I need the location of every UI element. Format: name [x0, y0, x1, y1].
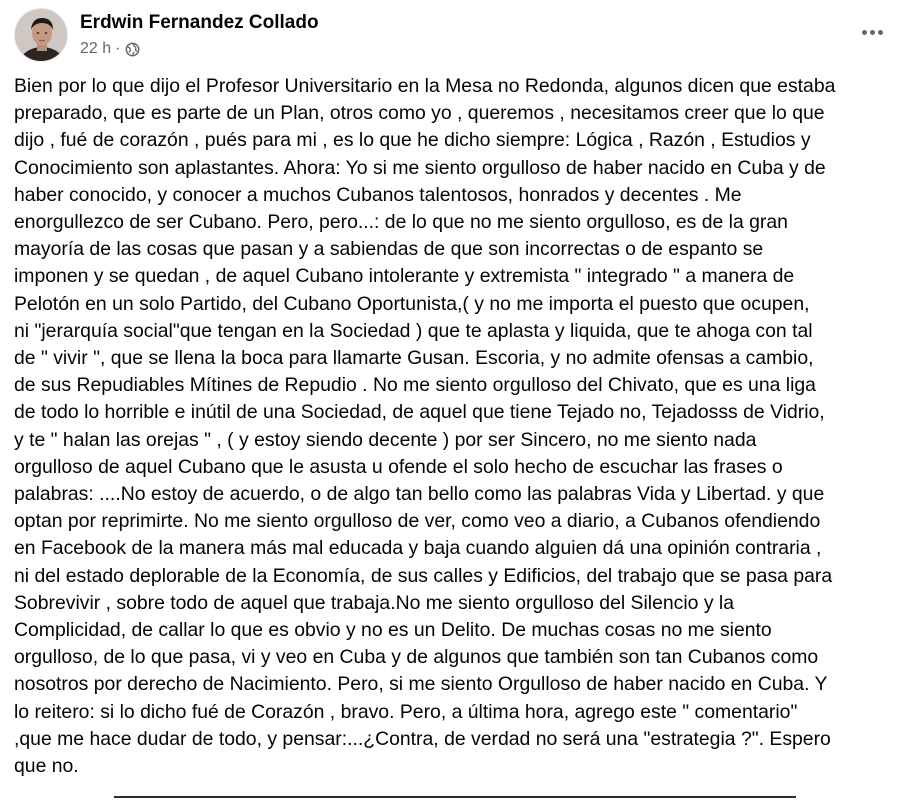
post-body-line: Bien por lo que dijo el Profesor Universitario en la Mesa no Redonda, algunos dicen que estaba: [14, 75, 836, 97]
author-name[interactable]: Erdwin Fernandez Collado: [80, 12, 319, 33]
post-body-line: orgulloso, de lo que pasa, vi y veo en Cuba y de algunos que también son tan Cubanos como: [14, 646, 819, 669]
post-body-line: ni del estado deplorable de la Economía, de sus calles y Edificios, del trabajo que se pasa para: [14, 564, 833, 587]
more-dot: [862, 30, 867, 35]
post-body-line: Sobrevivir , sobre todo de aquel que trabaja.No me siento orgulloso del Silencio y la: [14, 591, 735, 614]
meta-separator: ·: [115, 40, 121, 57]
post-body-line: enorgullezco de ser Cubano. Pero, pero...: de lo que no me siento orgulloso, es de la gran: [14, 211, 788, 234]
post-body-line: haber conocido, y conocer a muchos Cubanos talentosos, honrados y decentes . Me: [14, 183, 742, 206]
post-body-line: ,que me hace dudar de todo, y pensar:...¿Contra, de verdad no será una "estrategia ?". Espero: [14, 727, 831, 750]
post-body-line: de todo lo horrible e inútil de una Sociedad, de aquel que tiene Tejado no, Tejadosss de Vidrio,: [14, 401, 825, 424]
post-body-line: Pelotón en un solo Partido, del Cubano Oportunista,( y no me importa el puesto que ocupen,: [14, 292, 810, 315]
more-dot: [870, 30, 875, 35]
post-body-line: de sus Repudiables Mítines de Repudio . No me siento orgulloso del Chivato, que es una liga: [14, 374, 816, 397]
post-timestamp[interactable]: 22 h: [80, 40, 112, 57]
more-options-button[interactable]: [857, 20, 887, 44]
post-body-line: y te " halan las orejas " , ( y estoy siendo decente ) por ser Sincero, no me siento nada: [14, 428, 757, 451]
post-body-line: en Facebook de la manera más mal educada y baja cuando alguien dá una opinión contraria ,: [14, 537, 822, 560]
post-divider: [114, 796, 796, 798]
post-body-line: imponen y se quedan , de aquel Cubano intolerante y extremista " integrado " a manera de: [14, 265, 795, 288]
post-meta: [80, 40, 140, 58]
post-body-line: preparado, que es parte de un Plan, otros como yo , queremos , necesitamos creer que lo que: [14, 102, 825, 125]
more-dot: [878, 30, 883, 35]
post-body-line: dijo , fué de corazón , pués para mi , es lo que he dicho siempre: Lógica , Razón , Estudios y: [14, 129, 811, 152]
post-body-line: palabras: ....No estoy de acuerdo, o de algo tan bello como las palabras Vida y Libertad. y que: [14, 483, 825, 506]
post-body-line: optan por reprimirte. No me siento orgulloso de ver, como veo a diario, a Cubanos ofendiendo: [14, 510, 821, 533]
post-body-line: de " vivir ", que se llena la boca para llamarte Gusan. Escoria, y no admite ofensas a cambio,: [14, 347, 814, 370]
post-body-line: Complicidad, de callar lo que es obvio y no es un Delito. De muchas cosas no me siento: [14, 619, 772, 642]
post-body-line: Conocimiento son aplastantes. Ahora: Yo si me siento orgulloso de haber nacido en Cuba y de: [14, 156, 826, 179]
post-body-line: orgulloso de aquel Cubano que le asusta u ofende el solo hecho de escuchar las frases o: [14, 455, 783, 478]
author-avatar[interactable]: [14, 8, 68, 62]
post-body-line: lo reitero: si lo dicho fué de Corazón , bravo. Pero, a última hora, agrego este " comentario": [14, 700, 798, 723]
post-body-line: ni "jerarquía social"que tengan en la Sociedad ) que te aplasta y liquida, que te ahoga con tal: [14, 319, 813, 342]
post-body-line: que no.: [14, 755, 79, 778]
post-body-line: mayoría de las cosas que pasan y a sabiendas de que son incorrectas o de espanto se: [14, 238, 764, 261]
post-body-line: nosotros por derecho de Nacimiento. Pero, si me siento Orgulloso de haber nacido en Cuba. Y: [14, 673, 828, 696]
avatar-photo: [15, 9, 68, 62]
post-body: [14, 73, 898, 780]
post-header: [14, 8, 893, 64]
globe-icon[interactable]: [125, 42, 140, 57]
